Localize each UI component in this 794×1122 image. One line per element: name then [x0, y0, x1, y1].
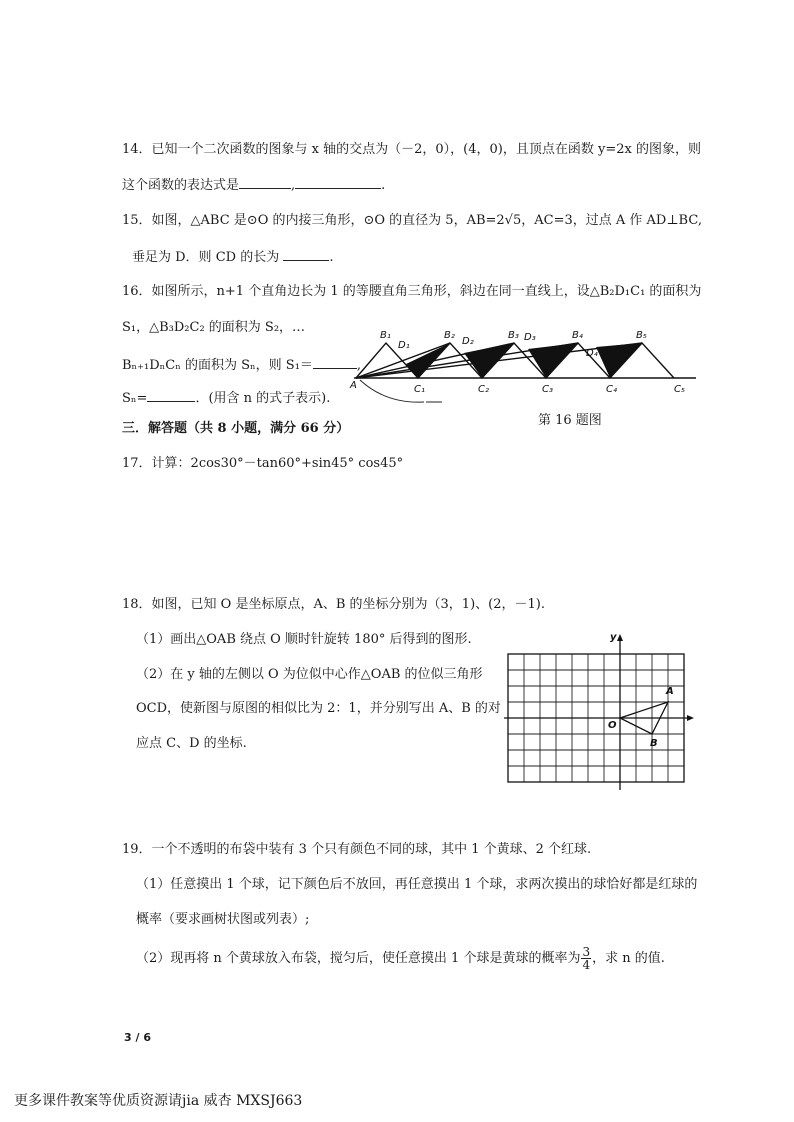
- q15-answer-blank: [283, 248, 329, 261]
- q15-end: .: [329, 250, 334, 265]
- label-y: y: [610, 632, 617, 643]
- q18-grid-figure: [500, 626, 700, 796]
- label-b: B: [650, 738, 658, 749]
- label-b3: B₃: [508, 330, 519, 341]
- q19-part2-end: ，求 n 的值.: [592, 951, 665, 966]
- page-number: 3 / 6: [124, 1031, 151, 1044]
- label-b1: B₁: [380, 330, 391, 341]
- shaded-region-2: [464, 343, 514, 378]
- label-b4: B₄: [572, 330, 583, 341]
- section-3-heading: 三．解答题（共 8 小题，满分 66 分）: [122, 421, 350, 436]
- q14-line1: 14．已知一个二次函数的图象与 x 轴的交点为（－2，0），(4，0)，且顶点在函数 y=2x 的图象，则: [122, 142, 701, 157]
- label-d1: D₁: [398, 340, 410, 351]
- label-d2: D₂: [462, 336, 474, 347]
- q16-sn-blank: [147, 389, 195, 402]
- q15-line1: 15．如图，△ABC 是⊙O 的内接三角形，⊙O 的直径为 5，AB=2√5，AC=3，过点 A 作 AD⊥BC,: [122, 213, 702, 228]
- q14-prompt: 这个函数的表达式是: [122, 178, 240, 193]
- shaded-region-4: [596, 343, 642, 378]
- q19-part1-a: （1）任意摸出 1 个球，记下颜色后不放回，再任意摸出 1 个球，求两次摸出的球恰好都是红球的: [136, 877, 698, 892]
- q16-line1: 16．如图所示，n+1 个直角边长为 1 的等腰直角三角形，斜边在同一直线上，设△B₂D₁C₁ 的面积为: [122, 284, 702, 299]
- footer-text: 更多课件教案等优质资源请jia 威杏 MXSJ663: [14, 1093, 303, 1109]
- label-d3: D₃: [524, 332, 536, 343]
- q19-part1-b: 概率（要求画树状图或列表）;: [136, 912, 310, 927]
- q14-end: .: [381, 178, 386, 193]
- q18-part1: （1）画出△OAB 绕点 O 顺时针旋转 180° 后得到的图形.: [136, 632, 472, 647]
- q16-sn-prompt: Sₙ=: [122, 391, 148, 406]
- label-c4: C₄: [606, 384, 617, 395]
- label-c5: C₅: [674, 384, 685, 395]
- q16-sn-hint: ．(用含 n 的式子表示).: [195, 391, 331, 406]
- q17-text: 17．计算：2cos30°－tan60°+sin45° cos45°: [122, 456, 404, 471]
- q16-s1-end: ,: [356, 358, 362, 373]
- q19-part2: [136, 946, 665, 971]
- q18-part2-b: OCD，使新图与原图的相似比为 2：1，并分别写出 A、B 的对: [136, 701, 501, 716]
- q18-part2-a: （2）在 y 轴的左侧以 O 为位似中心作△OAB 的位似三角形: [136, 667, 483, 682]
- q16-figure: [346, 318, 702, 410]
- q14-line2: [122, 176, 385, 194]
- q14-separator: ,: [291, 178, 296, 193]
- label-d4: D₄: [586, 348, 598, 359]
- q19-part2-prompt: （2）现再将 n 个黄球放入布袋，搅匀后，使任意摸出 1 个球是黄球的概率为: [136, 951, 581, 966]
- q16-caption: 第 16 题图: [538, 413, 602, 428]
- q14-answer-blank-2: [295, 176, 381, 189]
- x-axis-arrow: [687, 715, 694, 721]
- q15-prompt: 垂足为 D．则 CD 的长为: [132, 250, 280, 265]
- label-a: A: [350, 380, 357, 391]
- q18-part2-c: 应点 C、D 的坐标.: [136, 736, 247, 751]
- label-o: O: [608, 720, 617, 731]
- shaded-region-3: [528, 343, 578, 378]
- label-a: A: [666, 686, 674, 697]
- fraction-three-quarters: [581, 946, 591, 971]
- q19-line1: 19．一个不透明的布袋中装有 3 个只有颜色不同的球，其中 1 个黄球、2 个红球.: [122, 842, 592, 857]
- fraction-denominator: 4: [582, 958, 591, 972]
- y-axis-arrow: [617, 634, 623, 641]
- q16-s1-prompt: Bₙ₊₁DₙCₙ 的面积为 Sₙ，则 S₁＝: [122, 358, 313, 373]
- q16-line2: S₁，△B₃D₂C₂ 的面积为 S₂，…: [122, 320, 306, 335]
- q15-line2: [132, 248, 333, 266]
- q16-line3: [122, 356, 361, 374]
- label-b5: B₅: [636, 330, 647, 341]
- label-b2: B₂: [444, 330, 455, 341]
- label-c2: C₂: [478, 384, 489, 395]
- fraction-numerator: 3: [582, 945, 591, 959]
- label-c3: C₃: [542, 384, 553, 395]
- label-c1: C₁: [414, 384, 425, 395]
- q16-line4: [122, 389, 330, 407]
- q18-line1: 18．如图，已知 O 是坐标原点，A、B 的坐标分别为（3，1)、(2，－1).: [122, 597, 545, 612]
- q14-answer-blank-1: [239, 176, 291, 189]
